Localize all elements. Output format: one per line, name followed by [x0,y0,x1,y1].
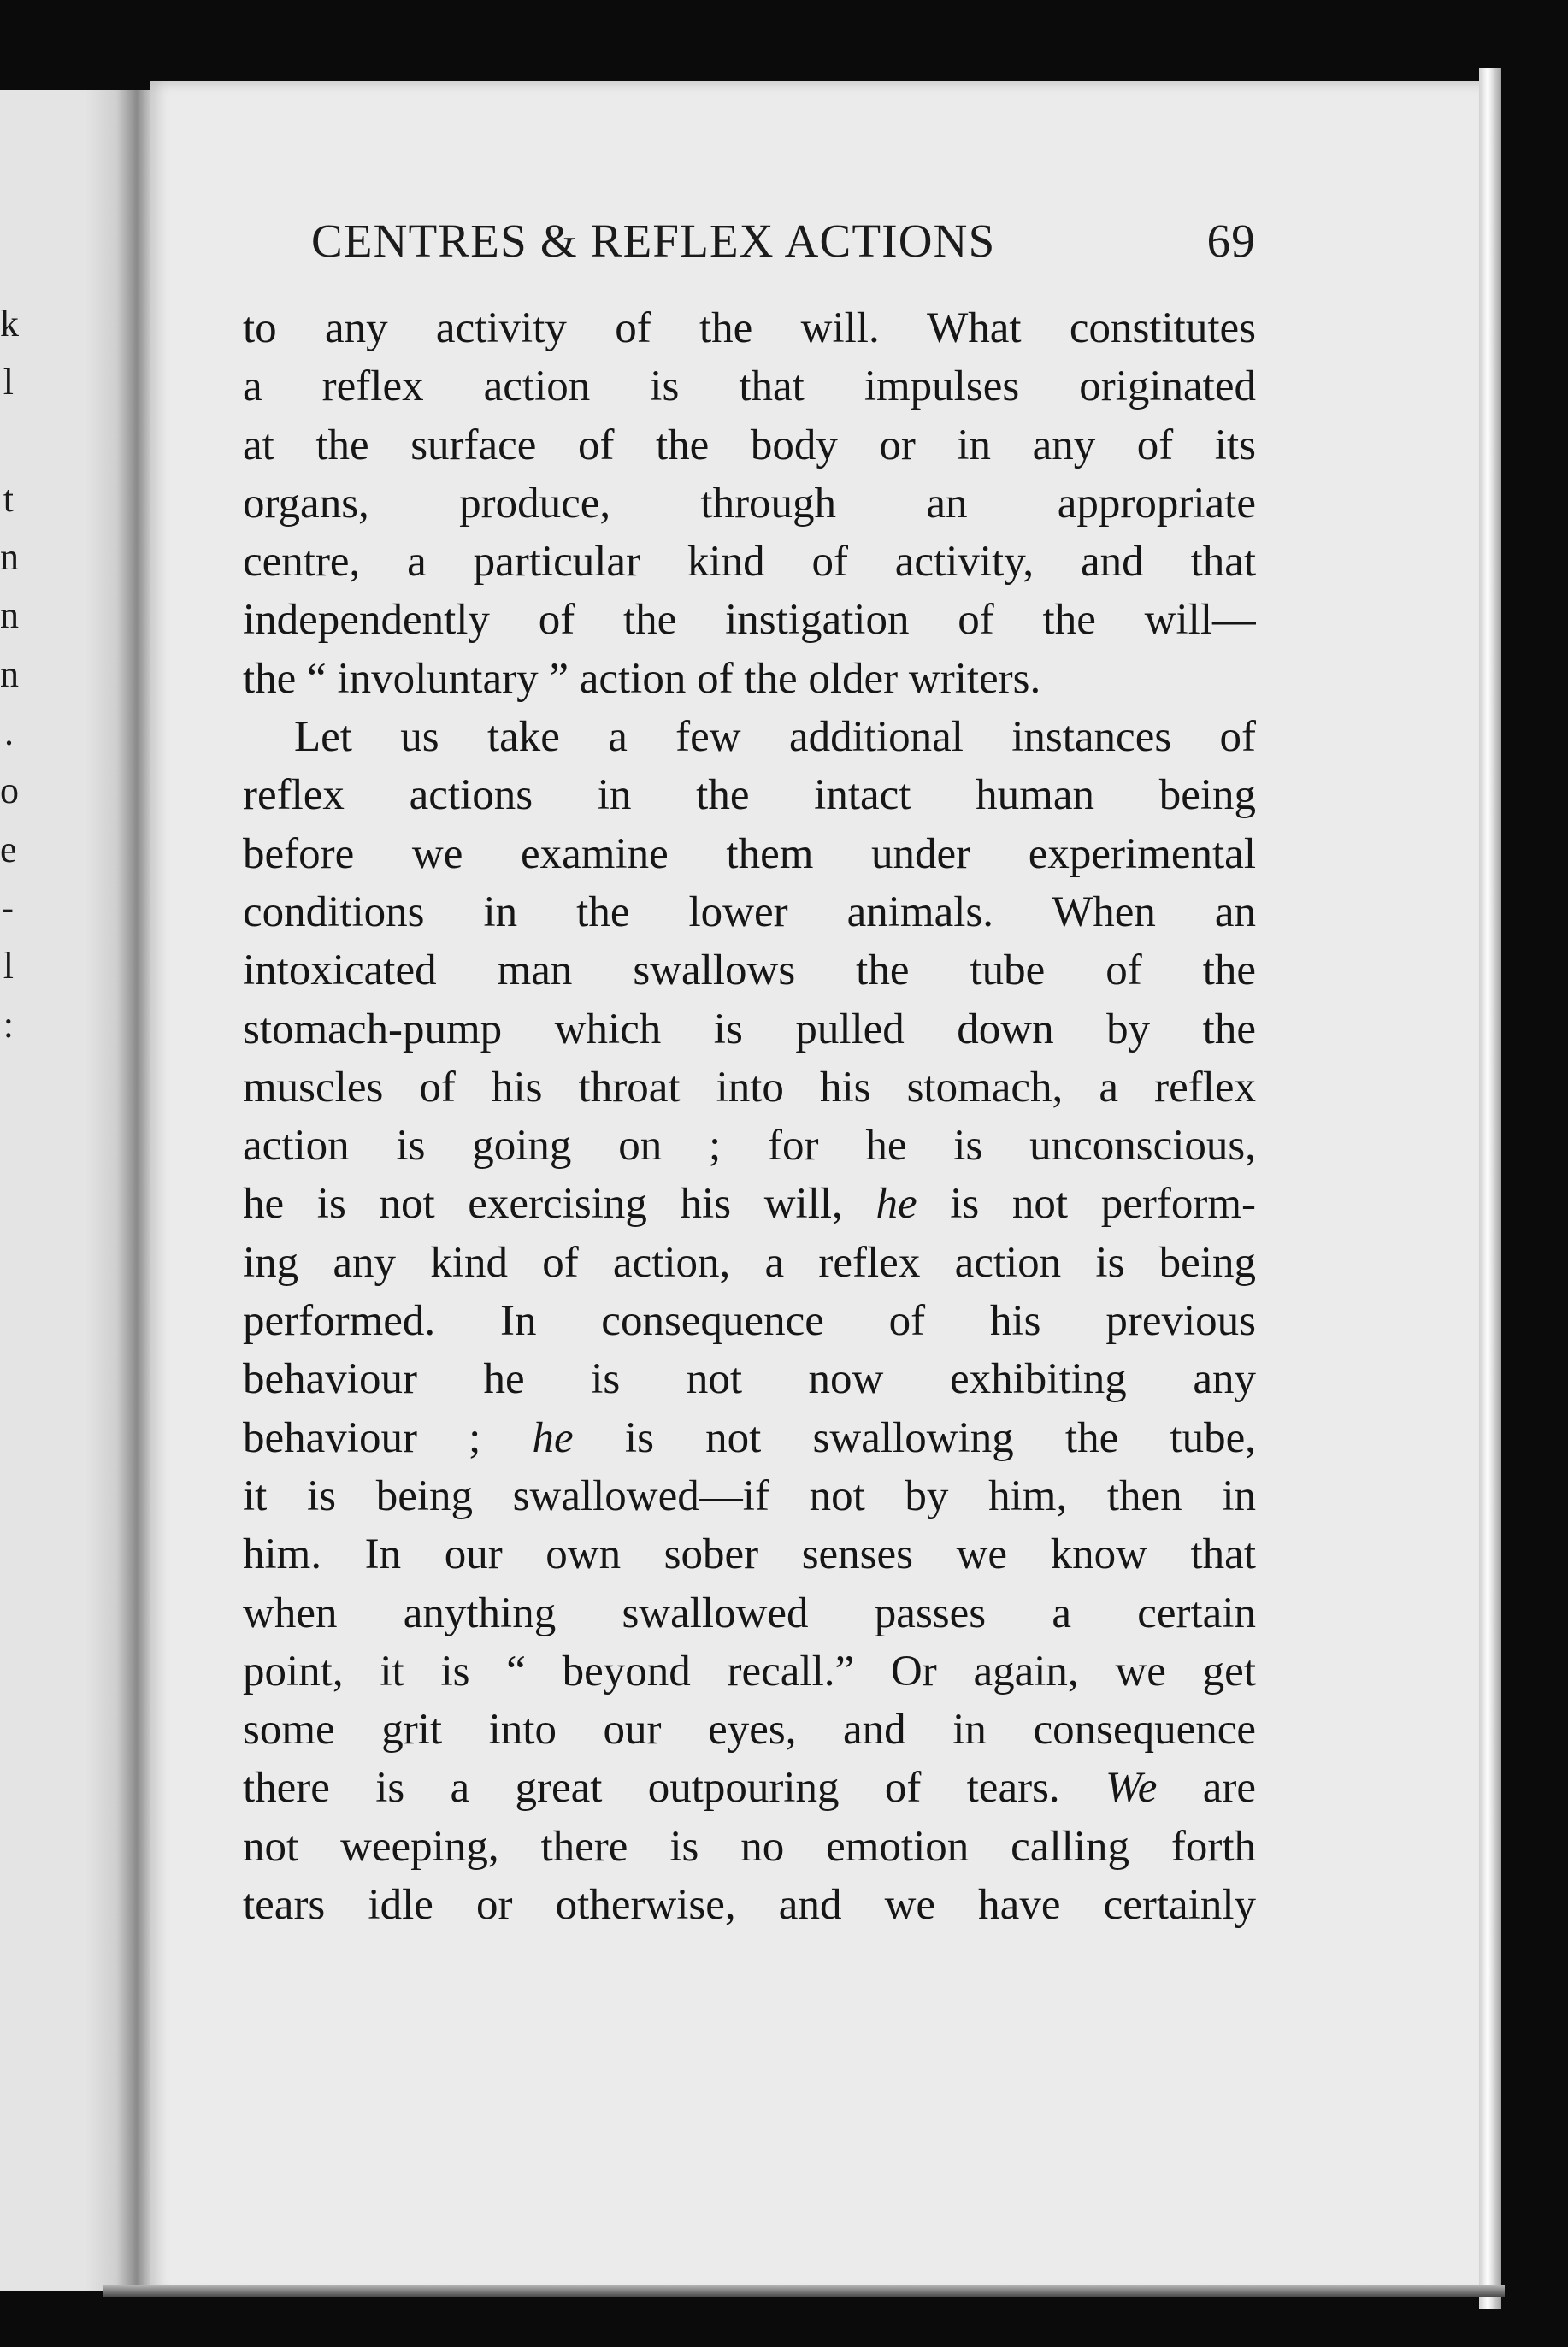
text-line: behaviour he is not now exhibiting any [243,1355,1256,1404]
fragment: - [1,886,14,929]
text-line: ing any kind of action, a reflex action is being [243,1238,1256,1287]
text-line: action is going on ; for he is unconscious, [243,1122,1256,1171]
text-line: there is a great outpouring of tears. We are [243,1764,1256,1813]
fragment: : [3,1003,14,1046]
fragment: n [0,652,19,695]
text-line: he is not exercising his will, he is not perform- [243,1180,1256,1229]
text-line: some grit into our eyes, and in consequence [243,1706,1256,1754]
text-line: the “ involuntary ” action of the older writers. [243,654,1041,703]
text-line: point, it is “ beyond recall.” Or again, we get [243,1647,1256,1695]
fragment: o [0,770,19,812]
running-head-title: CENTRES & REFLEX ACTIONS [311,215,996,267]
text-line: before we examine them under experimental [243,829,1256,878]
fragment: n [0,594,19,637]
text-line: independently of the instigation of the will— [243,596,1256,645]
italic-emphasis: We [1105,1764,1158,1813]
text-line: behaviour ; he is not swallowing the tube, [243,1413,1256,1462]
fragment: l [3,361,14,404]
text-line: it is being swallowed—if not by him, then in [243,1471,1256,1520]
facing-page-text-fragments [0,295,26,1054]
fragment: . [4,711,14,754]
italic-emphasis: he [875,1180,917,1229]
text-line: reflex actions in the intact human being [243,771,1256,820]
page-number: 69 [1206,215,1256,267]
fragment: e [0,828,17,870]
fragment: t [3,477,14,520]
fragment: n [0,536,19,579]
fragment [0,412,26,470]
text-line: performed. In consequence of his previous [243,1297,1256,1346]
text-line: Let us take a few additional instances of [294,713,1256,762]
text-line: centre, a particular kind of activity, and that [243,538,1256,587]
page-edge [1479,68,1501,2309]
running-head [243,214,1256,274]
fragment: l [3,945,14,988]
text-line: stomach-pump which is pulled down by the [243,1005,1256,1053]
text-line: him. In our own sober senses we know that [243,1530,1256,1579]
page-bottom-edge [103,2285,1505,2297]
text-line: conditions in the lower animals. When an [243,887,1256,936]
text-line: muscles of his throat into his stomach, a reflex [243,1063,1256,1112]
italic-emphasis: he [532,1413,574,1462]
fragment: k [0,303,19,345]
text-line: at the surface of the body or in any of its [243,421,1256,469]
text-line: tears idle or otherwise, and we have certainly [243,1881,1256,1930]
text-line: to any activity of the will. What constitutes [243,304,1256,352]
text-line: intoxicated man swallows the tube of the [243,946,1256,995]
text-line: not weeping, there is no emotion calling forth [243,1822,1256,1871]
text-line: when anything swallowed passes a certain [243,1589,1256,1637]
text-line: a reflex action is that impulses originated [243,363,1256,411]
body-text [243,299,1256,1934]
book-gutter [85,90,154,2291]
text-line: organs, produce, through an appropriate [243,479,1256,528]
